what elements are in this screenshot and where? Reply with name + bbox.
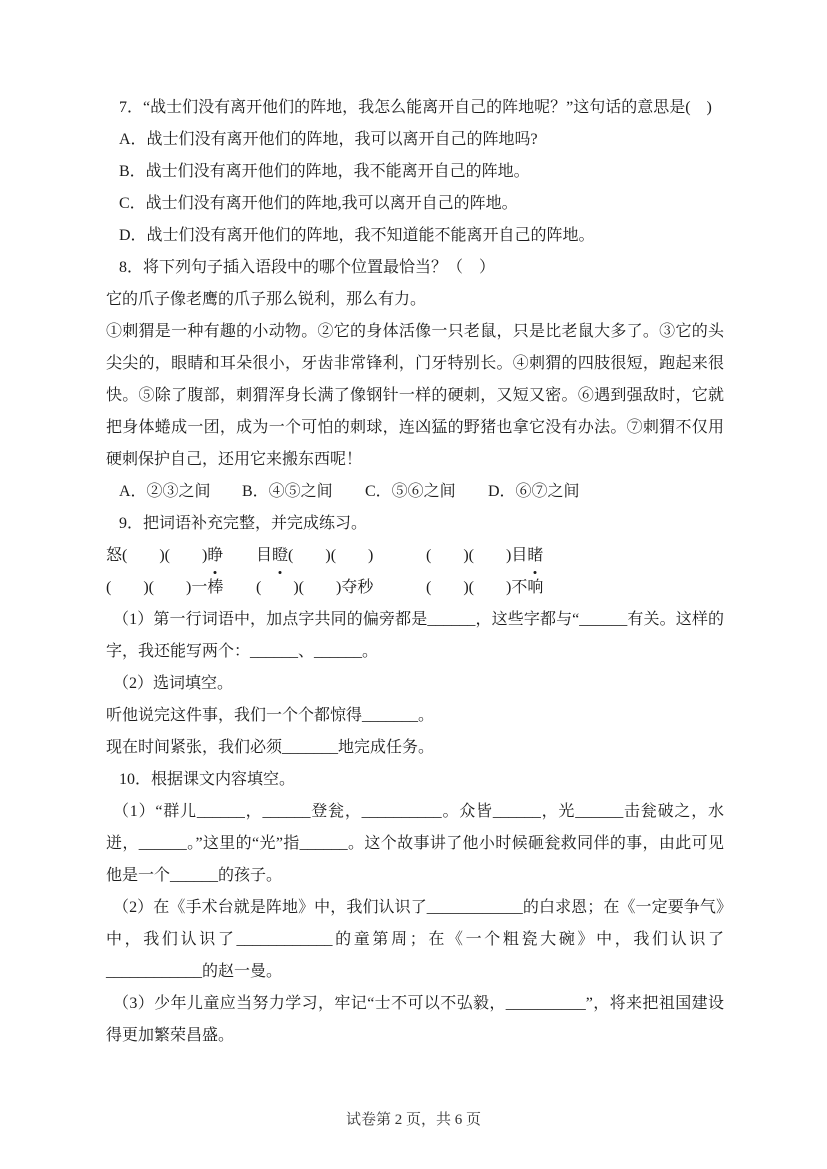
q9-idiom-4: ( )( )一棒 <box>106 579 224 596</box>
q9-idiom-row-1 <box>106 540 724 572</box>
q8-options-row <box>106 476 724 508</box>
q7-option-c: C．战士们没有离开他们的阵地,我可以离开自己的阵地。 <box>119 195 518 212</box>
q8-option-c: C．⑤⑥之间 <box>365 483 456 500</box>
page-footer: 试卷第 2 页，共 6 页 <box>345 1112 481 1128</box>
q8-stem: 8．将下列句子插入语段中的哪个位置最恰当？（ ） <box>119 259 496 276</box>
q10-stem: 10．根据课文内容填空。 <box>119 771 296 788</box>
q10-sub1: （1）“群儿______，______登瓮，__________。众皆______，光______击瓮破之，水迸，______。”这里的“光”指______。这个故事讲了他小时候砸瓮救同伴的事，由此可见他是一个______的孩子。 <box>106 803 724 884</box>
q9-idiom-1: 怒( )( )睁 <box>106 540 256 572</box>
q9-stem: 9．把词语补充完整，并完成练习。 <box>119 515 368 532</box>
q7-option-b: B．战士们没有离开他们的阵地，我不能离开自己的阵地。 <box>119 163 530 180</box>
q9-idiom-5: ( )( )夺秒 <box>256 579 374 596</box>
q9-idiom-2: 目瞪( )( ) <box>256 540 426 572</box>
q8-option-d: D．⑥⑦之间 <box>488 483 580 500</box>
q9-idiom-row-2 <box>106 572 724 604</box>
q8-passage: ①刺猬是一种有趣的小动物。②它的身体活像一只老鼠，只是比老鼠大多了。③它的头尖尖的，眼睛和耳朵很小，牙齿非常锋利，门牙特别长。④刺猬的四肢很短，跑起来很快。⑤除了腹部，刺猬浑身长满了像钢针一样的硬刺，又短又密。⑥遇到强敌时，它就把身体蜷成一团，成为一个可怕的刺球，连凶猛的野猪也拿它没有办法。⑦刺猬不仅用硬刺保护自己，还用它来搬东西呢！ <box>106 323 724 468</box>
q8-insert-sentence: 它的爪子像老鹰的爪子那么锐利，那么有力。 <box>106 291 427 308</box>
q9-idiom-3: ( )( )目睹 <box>426 540 724 572</box>
q8-option-b: B．④⑤之间 <box>242 483 333 500</box>
exam-content <box>106 92 724 1052</box>
q7-option-d: D．战士们没有离开他们的阵地，我不知道能不能离开自己的阵地。 <box>119 227 595 244</box>
q7-stem: 7．“战士们没有离开他们的阵地，我怎么能离开自己的阵地呢？”这句话的意思是( ) <box>119 99 712 116</box>
q9-sub2: （2）选词填空。 <box>113 675 234 692</box>
q9-fill-sentence-2: 现在时间紧张，我们必须_______地完成任务。 <box>106 739 435 756</box>
q8-option-a: A．②③之间 <box>119 483 211 500</box>
q9-fill-sentence-1: 听他说完这件事，我们一个个都惊得_______。 <box>106 707 435 724</box>
q10-sub3: （3）少年儿童应当努力学习，牢记“士不可以不弘毅，__________”，将来把祖国建设得更加繁荣昌盛。 <box>106 995 724 1044</box>
q9-idiom-6: ( )( )不响 <box>426 579 544 596</box>
q9-sub1: （1）第一行词语中，加点字共同的偏旁都是______，这些字都与“______有关。这样的字，我还能写两个：______、______。 <box>106 611 724 660</box>
q10-sub2: （2）在《手术台就是阵地》中，我们认识了____________的白求恩；在《一定要争气》中，我们认识了____________的童第周；在《一个粗瓷大碗》中，我们认识了____________的赵一曼。 <box>106 899 724 980</box>
q7-option-a: A．战士们没有离开他们的阵地，我可以离开自己的阵地吗? <box>119 131 538 148</box>
